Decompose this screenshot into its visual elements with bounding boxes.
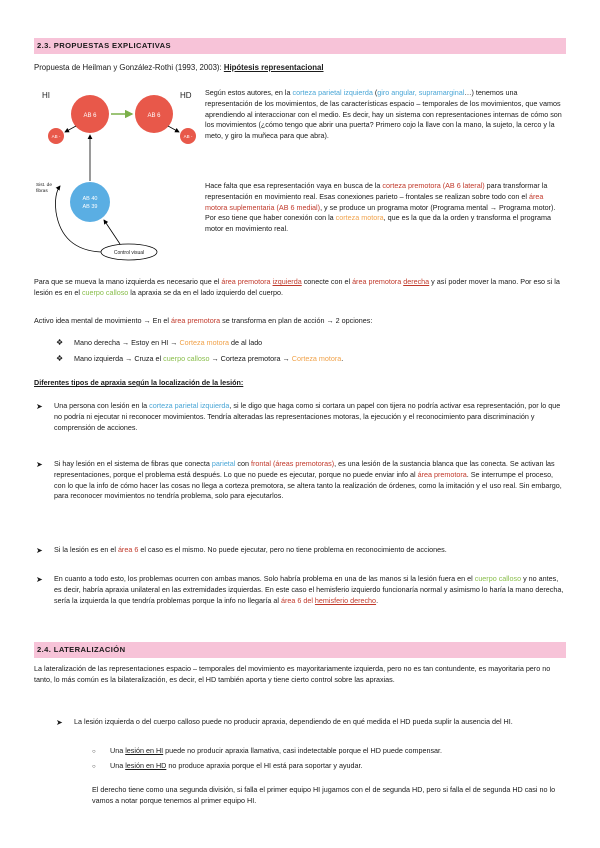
text: , si le digo que haga como si cortara un papel con tijera no podría activar esa representación, por lo que no podría ni ejecutar ni reconocer movimientos. Tendría alteradas las representaciones motoras, la ejecución y el reconocimiento para discriminación y comprensión de acciones. <box>54 401 561 432</box>
text: En cuanto a todo esto, los problemas ocurren con ambas manos. Solo habría problema en una de las manos si la lesión fuera en el <box>54 574 475 583</box>
section-header-2-3: 2.3. PROPUESTAS EXPLICATIVAS <box>34 38 566 54</box>
text: → Corteza premotora → <box>209 354 292 363</box>
text: Mano derecha → Estoy en HI → <box>74 338 180 347</box>
text: Para que se mueva la mano izquierda es necesario que el <box>34 277 222 286</box>
text: Una <box>110 761 126 770</box>
term-right: derecha <box>403 277 430 286</box>
subtitle-hypothesis: Hipótesis representacional <box>223 63 324 72</box>
text: Mano izquierda → Cruza el <box>74 354 164 363</box>
text: …) tenemos una representación de los movimientos, de las características espacio – temporales de los movimientos, que vamos aprendiendo al interaccionar con el medio. Es decir, hay un sistema con representaciones internas de cómo son los movimientos (¿cómo tengo que abrir una puerta? Primero cojo la llave con la mano, la sujeto, la cerco y la meto, y giro la muñeca para que abra). <box>205 88 562 141</box>
paragraph-parietal-representation <box>205 88 566 142</box>
fiber-system-label-1: Sist. de <box>36 183 52 188</box>
term-angular-gyrus: giro angular, supramarginal <box>377 88 465 97</box>
paragraph-mental-idea <box>34 316 566 327</box>
text: Según estos autores, en la <box>205 88 293 97</box>
term-corpus-callosum: cuerpo calloso <box>474 574 522 583</box>
option-right-hand <box>74 338 564 349</box>
text: , que es la que da la orden y transforma el programa motor en movimiento real. <box>205 213 552 234</box>
motor-left-label: AB - <box>51 134 61 139</box>
visual-control-label: Control visual <box>113 250 145 256</box>
parietal-node <box>70 182 110 222</box>
sub-bullet-hi-lesion <box>110 746 565 757</box>
term-premotor-area: área premotora <box>352 277 404 286</box>
text: para transformar la representación en movimiento real. Esas conexiones parieto – frontales se realizan sobre todo con el <box>205 181 548 201</box>
text: con <box>235 459 251 468</box>
bullet-circle-icon: ○ <box>92 764 96 770</box>
term-area-6: área 6 <box>117 545 139 554</box>
text: la apraxia se da en el lado izquierdo del cuerpo. <box>128 287 283 297</box>
subtitle-authors: Propuesta de Heilman y González-Rothi (1993, 2003): <box>34 63 224 72</box>
bullet-left-lesion: La lesión izquierda o del cuerpo calloso puede no producir apraxia, dependiendo de en qué medida el HD pueda suplir la ausencia del HI. <box>74 717 513 726</box>
paragraph-premotor-connection <box>205 181 566 235</box>
paragraph-second-team: El derecho tiene como una segunda división, si falla el primer equipo HI jugamos con el de segunda HD, pero si falla el de segunda HD casi no lo vamos a notar porque tenemos al primer equipo HI. <box>92 785 556 805</box>
text: Si la lesión es en el <box>54 545 118 554</box>
text: se transforma en plan de acción → 2 opciones: <box>220 316 373 325</box>
motor-right-label: AB - <box>183 134 193 139</box>
term-area-6: área 6 del <box>280 595 315 605</box>
term-frontal-premotor: frontal (áreas premotoras) <box>251 459 335 468</box>
section-header-2-4: 2.4. LATERALIZACIÓN <box>34 642 566 658</box>
text: ( <box>372 88 378 97</box>
text: Hace falta que esa representación vaya en busca de la <box>205 181 383 190</box>
representational-hypothesis-diagram <box>34 82 204 262</box>
term-left: izquierda <box>272 277 302 286</box>
arrow-to-motor-right <box>168 126 179 132</box>
term-corpus-callosum: cuerpo calloso <box>81 287 129 297</box>
text: . <box>376 595 379 605</box>
arrow-to-motor-left <box>65 126 76 132</box>
text: Activo idea mental de movimiento → En el <box>34 316 172 325</box>
option-left-hand <box>74 354 564 365</box>
bullet-arrow-icon: ➤ <box>36 546 43 555</box>
paragraph-left-hand <box>34 277 566 299</box>
text: . <box>341 354 344 363</box>
label-hi: HI <box>42 91 50 100</box>
term-premotor-area: área premotora <box>417 469 467 479</box>
text: puede no producir apraxia llamativa, casi indetectable porque el HD puede compensar. <box>163 746 443 755</box>
text: y así poder mover la mano. Por eso si la lesión es en el <box>34 277 560 297</box>
bullet-arrow-icon: ➤ <box>36 575 43 584</box>
bullet-diamond-icon: ❖ <box>56 354 64 363</box>
heading-apraxia-types: Diferentes tipos de apraxia según la localización de la lesión: <box>34 378 244 387</box>
text: el caso es el mismo. No puede ejecutar, pero no tiene problema en reconocimiento de acciones. <box>138 545 447 554</box>
premotor-right-label: AB 6 <box>147 113 161 119</box>
term-motor-cortex: Corteza motora <box>291 354 342 363</box>
term-motor-cortex: Corteza motora <box>179 338 230 347</box>
bullet-both-hands <box>54 574 564 606</box>
term-lesion-hd: lesión en HD <box>125 761 167 770</box>
parietal-label-2: AB 39 <box>82 204 98 210</box>
term-lesion-hi: lesión en HI <box>125 746 164 755</box>
sub-bullet-hd-lesion <box>110 761 565 772</box>
text: Una <box>110 746 126 755</box>
bullet-area6-lesion <box>54 545 564 556</box>
text: , y se produce un programa motor (Programa mental → Programa motor). Por eso tiene que haber conexión con la <box>205 202 556 223</box>
term-right-hemisphere: hemisferio derecho <box>314 595 377 605</box>
term-premotor-cortex: corteza premotora (AB 6 lateral) <box>382 181 485 190</box>
bullet-parietal-lesion <box>54 401 564 433</box>
fiber-system-label-2: fibras <box>36 189 48 194</box>
premotor-left-label: AB 6 <box>83 113 97 119</box>
arrow-visual-to-parietal <box>104 220 120 244</box>
term-parietal-cortex: corteza parietal izquierda <box>149 401 230 410</box>
term-corpus-callosum: cuerpo calloso <box>163 354 210 363</box>
text: Si hay lesión en el sistema de fibras que conecta <box>54 459 212 468</box>
text: Una persona con lesión en la <box>54 401 150 410</box>
term-premotor-area: área premotora <box>171 316 221 325</box>
text: , es una lesión de la sustancia blanca que las conecta. Se activan las representaciones, porque el problema está después. Lo que no puede es ejecutar, porque no puede enviar info al <box>54 459 555 479</box>
bullet-arrow-icon: ➤ <box>56 718 63 727</box>
bullet-fiber-lesion <box>54 459 564 502</box>
label-hd: HD <box>180 91 192 100</box>
parietal-label-1: AB 40 <box>82 196 98 202</box>
text: de al lado <box>229 338 263 347</box>
text: conecte con el <box>301 277 353 286</box>
bullet-arrow-icon: ➤ <box>36 402 43 411</box>
term-parietal-cortex: corteza parietal izquierda <box>292 88 373 97</box>
term-parietal: parietal <box>211 459 236 468</box>
term-supplementary-motor-area: área motora suplementaria (AB 6 medial) <box>205 191 544 212</box>
bullet-arrow-icon: ➤ <box>36 460 43 469</box>
term-motor-cortex: corteza motora <box>335 213 384 223</box>
bullet-circle-icon: ○ <box>92 749 96 755</box>
section-subtitle <box>34 62 566 74</box>
text: no produce apraxia porque el HI está para soportar y ayudar. <box>166 761 363 770</box>
paragraph-lateralization: La lateralización de las representaciones espacio – temporales del movimiento es mayoritariamente izquierda, pero no es tan contundente, es mayoritaria pero no tanto, lo más común es la bilateralización, es decir, el HD también aporta y tiene cierto control sobre las apraxias. <box>34 664 551 684</box>
text: y no antes, es decir, habría apraxia unilateral en las extremidades izquierdas. En este caso el hemisferio izquierdo funcionaría normal y asimismo lo haría la mano derecha, sería la izquierda la que tendría problemas porque la info no llegaría al <box>54 574 564 605</box>
text: . Se interrumpe el proceso, con lo que la info de cómo hacer las cosas no llega a corteza premotora, se altera tanto la realización de órdenes, como la imitación y el uso real. Sin embargo, para reconocer movimientos no tendría problema, solo para ejecutarlos. <box>54 469 562 501</box>
term-premotor-area: área premotora <box>221 277 273 286</box>
bullet-diamond-icon: ❖ <box>56 338 64 347</box>
